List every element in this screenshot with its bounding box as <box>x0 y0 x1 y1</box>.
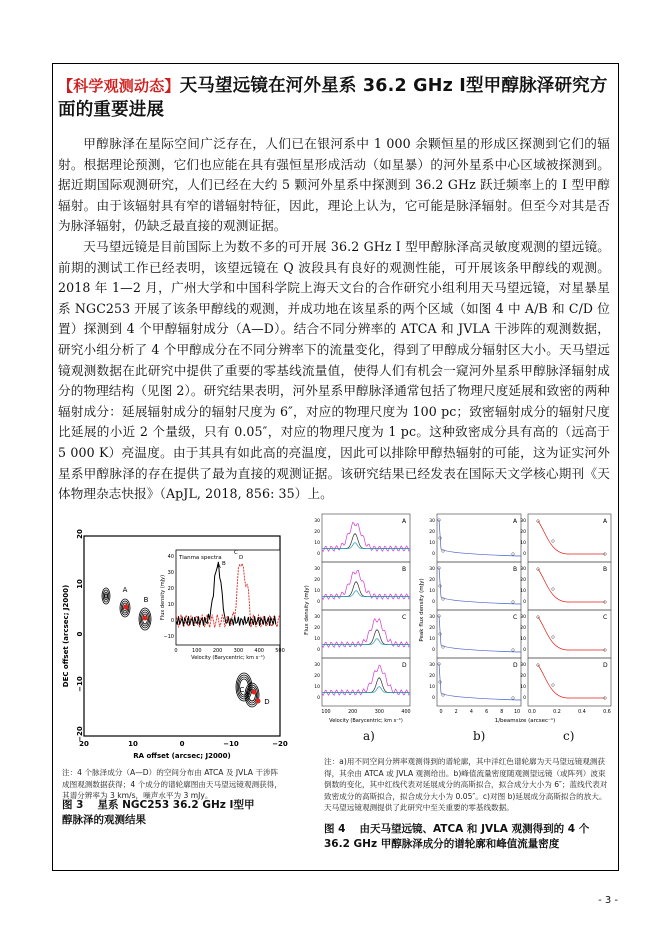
contour <box>105 594 107 598</box>
maser-marker <box>124 605 129 610</box>
y-tick-label: 30 <box>429 567 435 572</box>
extended-fit-line <box>538 665 605 698</box>
x-tick-label: 0.6 <box>603 710 611 715</box>
y-tick-label: 20 <box>429 626 435 631</box>
y-tick-label: 20 <box>520 674 526 679</box>
inset-peak-label: C <box>234 550 238 556</box>
x-tick-label: 6 <box>485 710 489 715</box>
inset-frame <box>176 550 280 645</box>
y-tick-label: 0 <box>317 696 320 701</box>
inset-y-tick: −10 <box>163 634 174 640</box>
inset-x-tick: 100 <box>192 648 202 654</box>
extended-fit-line <box>538 521 605 554</box>
figure-4-note: 注：a)用不同空间分辨率观测得到的谱轮廓，其中洋红色谱轮廓为天马望远镜观测获得，其余由 ATCA 或 JVLA 观测给出。b)峰值流量密度随观测望远镜（或阵列）波束倒数的变化，其中红线代表对延展成分的高斯拟合，拟合成分大小为 6″；蓝线代表对致密成分的高斯拟合，拟合成分大小为 0.05″。c)对图 b)延展成分高斯拟合的放大。天马望远镜观测提供了此研究中至关重要的零基线数据。 <box>324 757 608 812</box>
figure-3-note: 注：4 个脉泽成分（A—D）的空间分布由 ATCA 及 JVLA 干涉阵成图观测数据获得；4 个成分的谱轮廓图由天马望远镜观测获得，其谱分辨率为 3 km/s，噪声水平为 3 mJy。 <box>62 768 282 800</box>
inset-peak-label: A <box>217 564 221 570</box>
x-tick-label: 0.2 <box>553 710 561 715</box>
subplot-frame <box>437 562 521 610</box>
data-point <box>552 636 555 639</box>
y-tick-label: 20 <box>520 578 526 583</box>
y-tick-label: 0 <box>432 552 435 557</box>
x-tick-label: 100 <box>321 710 331 715</box>
y-tick-label: 30 <box>520 615 526 620</box>
data-point <box>512 649 515 652</box>
page-number: - 3 - <box>598 895 618 906</box>
component-label: C <box>239 686 245 694</box>
atca-spectrum <box>322 582 410 597</box>
y-tick-label: 20 <box>429 530 435 535</box>
y-tick-label: 10 <box>429 637 435 642</box>
subplot-label: A <box>513 518 518 525</box>
y-tick-label: 20 <box>520 530 526 535</box>
subplot-label: B <box>513 566 518 573</box>
y-tick-label: 30 <box>520 519 526 524</box>
y-tick-label: 0 <box>432 648 435 653</box>
maser-marker <box>143 616 148 621</box>
y-tick-label: 10 <box>429 541 435 546</box>
y-tick-label: 10 <box>314 637 320 642</box>
y-tick-label: 0 <box>523 696 526 701</box>
y-tick-label: −20 <box>76 726 84 742</box>
figure-4-sublabel-a: a) <box>363 729 375 743</box>
y-tick-label: 0 <box>432 696 435 701</box>
maser-marker <box>256 699 261 704</box>
y-tick-label: 30 <box>429 615 435 620</box>
inset-y-label: Flux density (mJy) <box>160 574 166 621</box>
article-body <box>58 134 610 505</box>
inset-peak-label: B <box>222 561 226 567</box>
y-tick-label: 0 <box>317 648 320 653</box>
x-tick-label: 0 <box>439 710 443 715</box>
y-tick-label: 0 <box>317 600 320 605</box>
data-point <box>512 553 515 556</box>
extended-fit-line <box>538 569 605 602</box>
subplot-frame <box>322 610 410 658</box>
data-point <box>552 540 555 543</box>
subplot-frame <box>437 658 521 706</box>
compact-fit-line <box>439 664 521 700</box>
y-tick-label: 30 <box>314 567 320 572</box>
figure-3-caption <box>62 798 262 828</box>
x-tick-label: 20 <box>79 740 89 748</box>
compact-fit-line <box>439 520 521 556</box>
data-point <box>552 684 555 687</box>
figure-4-title: 由天马望远镜、ATCA 和 JVLA 观测得到的 4 个 36.2 GHz 甲醇脉泽成分的谱轮廓和峰值流量密度 <box>324 823 590 850</box>
subplot-label: D <box>603 662 608 669</box>
figure-4-sublabel-c: c) <box>563 729 575 743</box>
subplot-label: A <box>603 518 608 525</box>
y-tick-label: 20 <box>429 674 435 679</box>
inset-x-tick: 500 <box>275 648 285 654</box>
y-tick-label: −10 <box>76 676 84 692</box>
inset-y-tick: 0 <box>170 618 174 624</box>
subplot-label: D <box>513 662 518 669</box>
y-tick-label: 10 <box>520 637 526 642</box>
y-tick-label: 30 <box>314 663 320 668</box>
subplot-label: C <box>603 614 608 621</box>
y-axis-label: Peak flux density (mJy) <box>419 578 425 642</box>
inset-x-tick: 200 <box>212 648 223 654</box>
inset-y-tick: 20 <box>167 586 174 592</box>
subplot-label: C <box>402 614 407 621</box>
paragraph: 天马望远镜是目前国际上为数不多的可开展 36.2 GHz I 型甲醇脉泽高灵敏度观测的望远镜。前期的测试工作已经表明，该望远镜在 Q 波段具有良好的观测性能，可开展该条甲醇线的观测。2018 年 1—2 月，广州大学和中国科学院上海天文台的合作研究小组利用天马望远镜，对星暴星系 NGC253 开展了该条甲醇线的观测，并成功地在该星系的两个区域（如图 4 中 A/B 和 C/D 位置）探测到 4 个甲醇辐射成分（A—D）。结合不同分辨率的 ATCA 和 JVLA 干涉阵的观测数据，研究小组分析了 4 个甲醇成分在不同分辨率下的流量变化，得到了甲醇成分辐射区大小。天马望远镜观测数据在此研究中提供了重要的零基线流量值，使得人们有机会一窥河外星系甲醇脉泽辐射成分的物理结构（见图 2）。研究结果表明，河外星系甲醇脉泽通常包括了物理尺度延展和致密的两种辐射成分：延展辐射成分的辐射尺度为 6″，对应的物理尺度为 100 pc；致密辐射成分的辐射尺度比延展的小近 2 个量级，只有 0.05″，对应的物理尺度为 1 pc。这种致密成分具有高的（远高于 5 000 K）亮温度。由于其具有如此高的亮温度，因此可以排除甲醇热辐射的可能，这为证实河外星系甲醇脉泽的存在提供了最为直接的观测证据。该研究结果已经发表在国际天文学核心期刊《天体物理杂志快报》（ApJL, 2018, 856: 35）上。 <box>58 238 610 502</box>
figure-4-sublabel-b: b) <box>473 729 486 743</box>
x-tick-label: 0.0 <box>528 710 536 715</box>
y-tick-label: 20 <box>429 578 435 583</box>
inset-peak-label: D <box>239 555 244 561</box>
inset-x-label: Velocity (Barycentric; km s⁻¹) <box>191 655 265 661</box>
figure-3-title: 星系 NGC253 36.2 GHz Ⅰ型甲醇脉泽的观测结果 <box>62 799 255 826</box>
y-tick-label: 10 <box>520 589 526 594</box>
x-tick-label: 2 <box>454 710 458 715</box>
y-tick-label: 10 <box>314 589 320 594</box>
x-tick-label: 200 <box>348 710 358 715</box>
subplot-frame <box>322 514 410 562</box>
y-axis-label: DEC offset (arcsec; J2000) <box>62 584 70 688</box>
atca-spectrum <box>322 534 410 549</box>
subplot-frame <box>437 514 521 562</box>
x-tick-label: −10 <box>223 740 239 748</box>
y-tick-label: 20 <box>314 626 320 631</box>
maser-marker <box>252 690 257 695</box>
tianma-spectrum <box>322 619 410 648</box>
subplot-frame <box>322 658 410 706</box>
x-tick-label: −20 <box>272 740 288 748</box>
tianma-spectrum <box>322 522 410 551</box>
y-tick-label: 30 <box>314 519 320 524</box>
inset-y-tick: 40 <box>167 554 174 560</box>
x-tick-label: 10 <box>128 740 138 748</box>
paragraph: 甲醇脉泽在星际空间广泛存在，人们已在银河系中 1 000 余颗恒星的形成区探测到它们的辐射。根据理论预测，它们也应能在具有强恒星形成活动（如星暴）的河外星系中心区域被探测到。据近期国际观测研究，人们已经在大约 5 颗河外星系中探测到 36.2 GHz 跃迁频率上的 I 型甲醇辐射。由于该辐射具有窄的谱辐射特征，因此，理论上认为，它可能是脉泽辐射。但至今对其是否为脉泽辐射，仍缺乏最直接的观测证据。 <box>58 136 610 234</box>
y-tick-label: 20 <box>314 530 320 535</box>
y-tick-label: 20 <box>314 578 320 583</box>
subplot-frame <box>528 562 611 610</box>
figure-3-number: 图 3 <box>62 799 84 811</box>
x-tick-label: 300 <box>374 710 384 715</box>
data-point <box>552 588 555 591</box>
data-point <box>512 601 515 604</box>
data-point <box>512 697 515 700</box>
y-tick-label: 10 <box>76 579 84 589</box>
y-tick-label: 10 <box>314 541 320 546</box>
y-tick-label: 30 <box>314 615 320 620</box>
y-tick-label: 0 <box>523 600 526 605</box>
subplot-frame <box>528 658 611 706</box>
subplot-label: A <box>402 518 407 525</box>
figure-4-caption <box>324 822 594 852</box>
y-tick-label: 20 <box>76 529 84 539</box>
component-label: A <box>122 586 128 594</box>
compact-fit-line <box>439 568 521 604</box>
subplot-label: B <box>603 566 608 573</box>
y-axis-label: Flux density (mJy) <box>304 585 310 635</box>
extended-fit-line <box>538 617 605 650</box>
inset-title: Tianma spectra <box>179 555 222 561</box>
subplot-frame <box>528 514 611 562</box>
inset-y-tick: 10 <box>167 602 174 608</box>
inset-x-tick: 300 <box>233 648 244 654</box>
y-tick-label: 20 <box>314 674 320 679</box>
component-label: D <box>264 698 270 706</box>
y-tick-label: 0 <box>76 631 84 637</box>
tianma-spectrum <box>322 665 410 695</box>
x-tick-label: 0 <box>179 740 185 748</box>
subplot-label: D <box>402 662 407 669</box>
inset-x-tick: 0 <box>174 648 178 654</box>
section-tag: 【科学观测动态】 <box>58 77 180 95</box>
y-tick-label: 30 <box>429 519 435 524</box>
y-tick-label: 10 <box>314 685 320 690</box>
x-tick-label: 400 <box>401 710 411 715</box>
y-tick-label: 10 <box>520 541 526 546</box>
figure-4-number: 图 4 <box>324 823 346 835</box>
y-tick-label: 0 <box>432 600 435 605</box>
subplot-frame <box>437 610 521 658</box>
y-tick-label: 10 <box>429 589 435 594</box>
y-tick-label: 0 <box>523 648 526 653</box>
x-tick-label: 0.4 <box>578 710 586 715</box>
figure-4-spectra-plots <box>300 512 618 726</box>
subplot-label: C <box>513 614 518 621</box>
x-axis-label: Velocity (Barycentric; km s⁻¹) <box>329 718 403 724</box>
component-label: B <box>143 596 149 604</box>
compact-fit-line <box>439 616 521 652</box>
figure-3-contour-map <box>62 529 288 762</box>
title-text: 天马望远镜在河外星系 36.2 GHz Ⅰ型甲醇脉泽研究方面的重要进展 <box>58 76 608 120</box>
y-tick-label: 10 <box>429 685 435 690</box>
y-tick-label: 0 <box>523 552 526 557</box>
y-tick-label: 30 <box>520 567 526 572</box>
y-tick-label: 10 <box>520 685 526 690</box>
x-tick-label: 4 <box>469 710 473 715</box>
subplot-label: B <box>402 566 407 573</box>
x-tick-label: 8 <box>500 710 504 715</box>
x-axis-label: 1/beamsize (arcsec⁻¹) <box>494 718 556 724</box>
y-tick-label: 0 <box>317 552 320 557</box>
y-tick-label: 30 <box>429 663 435 668</box>
inset-y-tick: 30 <box>167 570 174 576</box>
y-tick-label: 20 <box>520 626 526 631</box>
y-tick-label: 30 <box>520 663 526 668</box>
article-title <box>58 74 614 122</box>
x-axis-label: RA offset (arcsec; J2000) <box>133 752 231 760</box>
subplot-frame <box>322 562 410 610</box>
tianma-spectrum <box>322 570 410 599</box>
subplot-frame <box>528 610 611 658</box>
x-tick-label: 10 <box>513 710 521 715</box>
inset-x-tick: 400 <box>254 648 264 654</box>
